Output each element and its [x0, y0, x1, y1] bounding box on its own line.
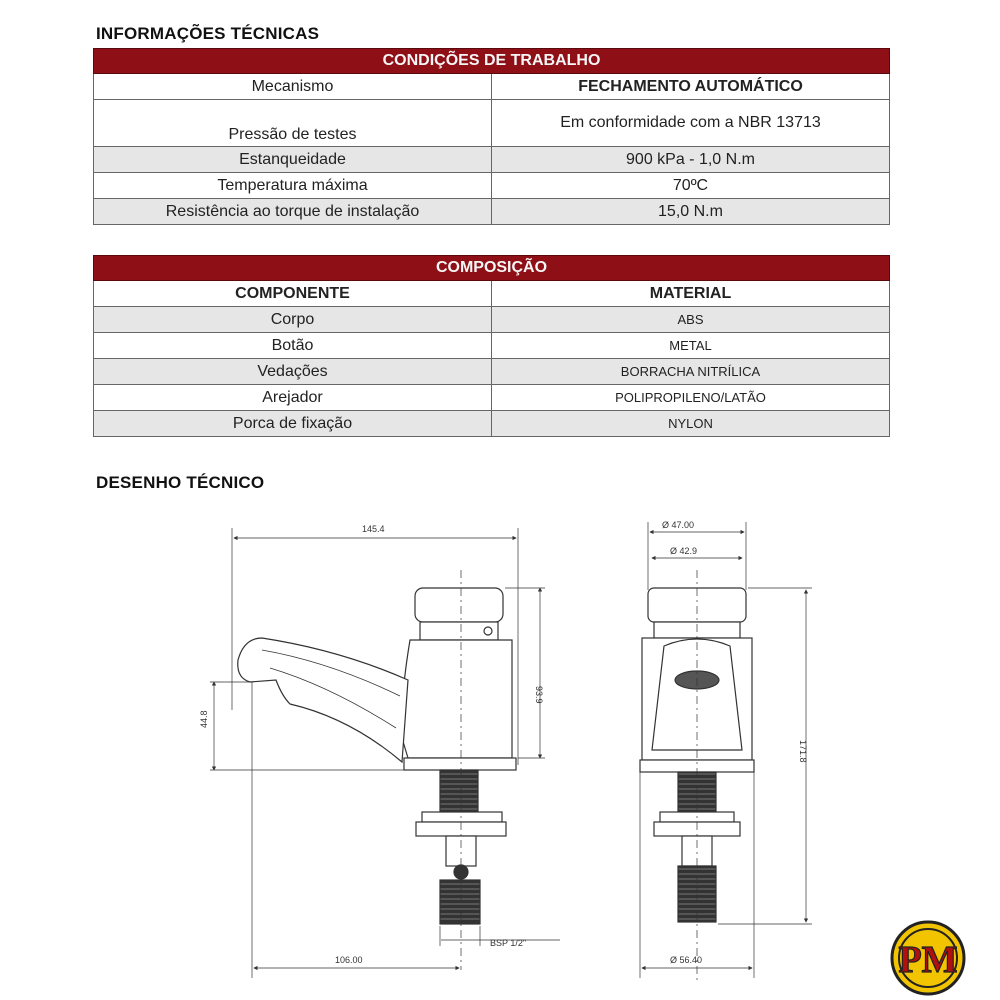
- component-cell: Arejador: [94, 385, 492, 411]
- table-row: [94, 100, 890, 147]
- row-label: Estanqueidade: [94, 147, 492, 173]
- table-row: [94, 147, 890, 173]
- table-row: [94, 333, 890, 359]
- row-value: FECHAMENTO AUTOMÁTICO: [492, 74, 890, 100]
- component-column-header: COMPONENTE: [94, 281, 492, 307]
- component-cell: Porca de fixação: [94, 411, 492, 437]
- composition-title: COMPOSIÇÃO: [94, 256, 890, 281]
- table-header-row: [94, 281, 890, 307]
- dim-spout-height: 44.8: [199, 710, 209, 728]
- working-conditions-table: [93, 48, 890, 225]
- composition-table: [93, 255, 890, 437]
- row-value: 15,0 N.m: [492, 199, 890, 225]
- technical-info-heading: INFORMAÇÕES TÉCNICAS: [96, 24, 320, 43]
- technical-drawing-heading: DESENHO TÉCNICO: [96, 473, 265, 492]
- material-cell: POLIPROPILENO/LATÃO: [492, 385, 890, 411]
- material-cell: ABS: [492, 307, 890, 333]
- table-row: [94, 199, 890, 225]
- row-label: Resistência ao torque de instalação: [94, 199, 492, 225]
- component-cell: Corpo: [94, 307, 492, 333]
- dim-base-diameter: Ø 56.40: [670, 955, 703, 965]
- table-row: [94, 411, 890, 437]
- table-row: [94, 173, 890, 199]
- working-conditions-title: CONDIÇÕES DE TRABALHO: [94, 49, 890, 74]
- table-row: [94, 385, 890, 411]
- table-row: [94, 307, 890, 333]
- row-value: 900 kPa - 1,0 N.m: [492, 147, 890, 173]
- dim-total-height: 171.8: [798, 740, 808, 763]
- dim-spout-reach: 106.00: [335, 955, 363, 965]
- row-label: Mecanismo: [94, 74, 492, 100]
- row-value: 70ºC: [492, 173, 890, 199]
- material-column-header: MATERIAL: [492, 281, 890, 307]
- component-cell: Vedações: [94, 359, 492, 385]
- dim-body-height: 93.9: [534, 686, 544, 704]
- material-cell: BORRACHA NITRÍLICA: [492, 359, 890, 385]
- row-label: Pressão de testes: [94, 100, 492, 147]
- technical-drawing: [0, 500, 1000, 1000]
- table-row: [94, 74, 890, 100]
- dim-inner-diameter: Ø 42.9: [670, 546, 698, 556]
- front-view: [640, 522, 812, 980]
- brand-logo-icon: [888, 920, 968, 996]
- dim-button-diameter: Ø 47.00: [662, 520, 695, 530]
- material-cell: METAL: [492, 333, 890, 359]
- dim-overall-length: 145.4: [362, 524, 385, 534]
- component-cell: Botão: [94, 333, 492, 359]
- row-value: Em conformidade com a NBR 13713: [492, 100, 890, 147]
- side-view: [210, 528, 560, 978]
- row-label: Temperatura máxima: [94, 173, 492, 199]
- table-row: [94, 359, 890, 385]
- material-cell: NYLON: [492, 411, 890, 437]
- dim-thread: BSP 1/2": [490, 938, 527, 948]
- logo-mark: PM: [898, 939, 958, 981]
